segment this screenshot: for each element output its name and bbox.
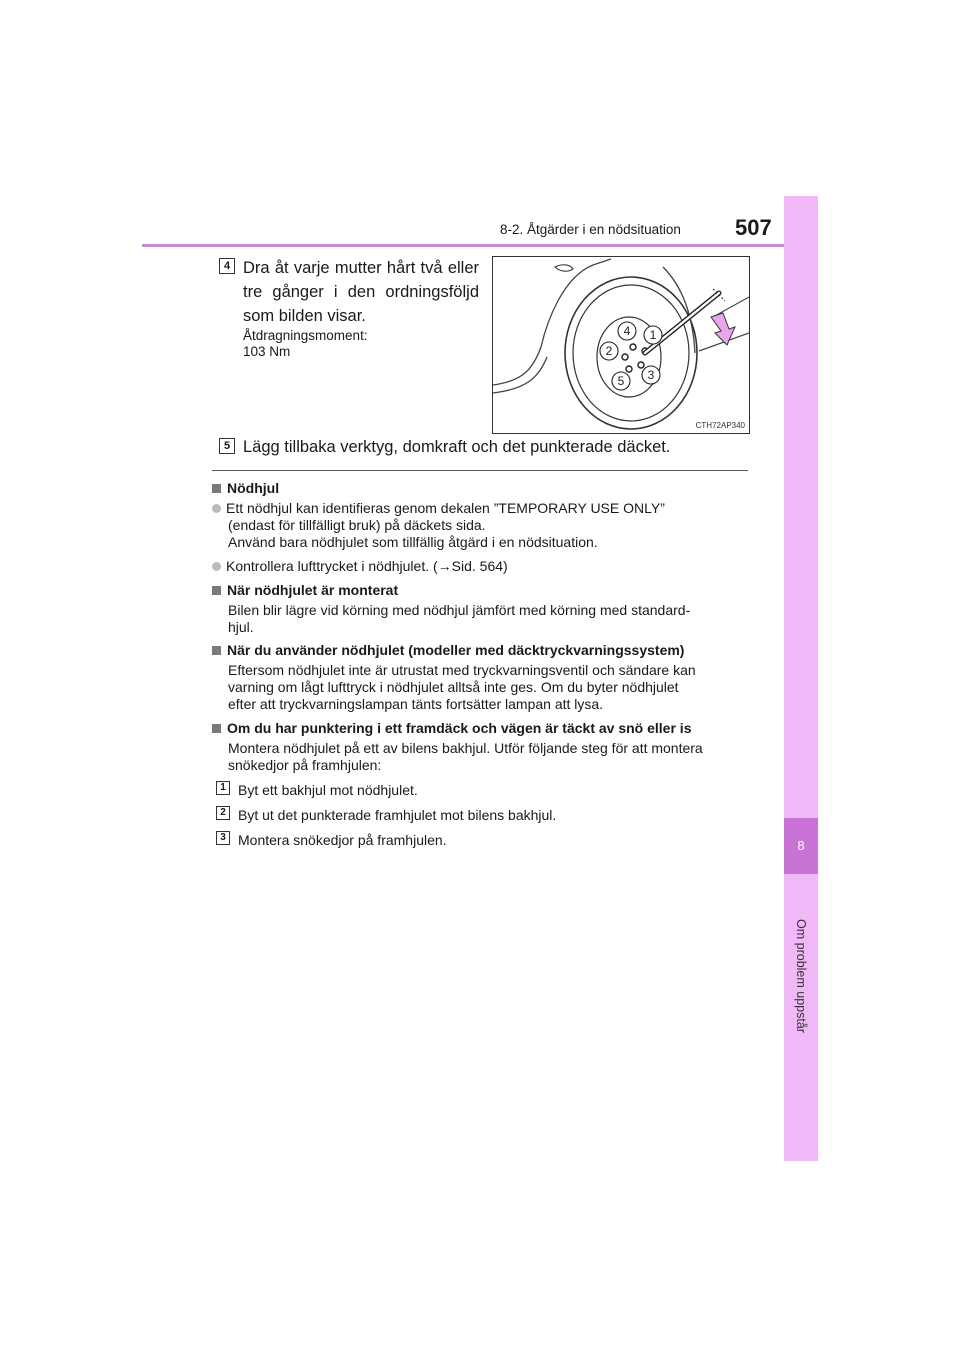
section-heading: När nödhjulet är monterat: [212, 582, 398, 599]
step-4-text: Dra åt varje mutter hårt två eller tre gånger i den ordningsföljd som bilden visar.: [243, 259, 479, 325]
callout-2: 2: [605, 344, 613, 358]
bullet-line: (endast för tillfälligt bruk) på däckets sida.: [228, 517, 486, 533]
chapter-number: 8: [784, 818, 818, 874]
section-divider: [212, 470, 748, 471]
square-bullet-icon: [212, 646, 221, 655]
paragraph-line: Bilen blir lägre vid körning med nödhjul jämfört med körning med standard-: [228, 602, 691, 618]
square-bullet-icon: [212, 724, 221, 733]
substep-text: Byt ut det punkterade framhjulet mot bilens bakhjul.: [238, 807, 557, 823]
section-heading: När du använder nödhjulet (modeller med däcktryckvarningssystem): [212, 642, 684, 659]
square-bullet-icon: [212, 586, 221, 595]
paragraph-line: hjul.: [228, 619, 254, 635]
step-number-box: 3: [216, 831, 230, 845]
substep-text: Montera snökedjor på framhjulen.: [238, 832, 447, 848]
header-divider: [142, 244, 818, 247]
square-bullet-icon: [212, 484, 221, 493]
wheel-nut-illustration: [492, 256, 750, 434]
page-number: 507: [735, 215, 772, 240]
section-heading: Nödhjul: [212, 480, 279, 497]
paragraph-line: snökedjor på framhjulen:: [228, 757, 382, 773]
step-number-box: 1: [216, 781, 230, 795]
callout-1: 1: [649, 328, 657, 342]
substep-text: Byt ett bakhjul mot nödhjulet.: [238, 782, 418, 798]
wheel-diagram: [493, 257, 749, 433]
step-number-box: 4: [219, 258, 235, 274]
paragraph-line: Eftersom nödhjulet inte är utrustat med tryckvarningsventil och sändare kan: [228, 662, 696, 678]
bullet-item: Kontrollera lufttrycket i nödhjulet. (→Sid. 564): [212, 558, 508, 575]
callout-4: 4: [623, 324, 631, 338]
bullet-item: Ett nödhjul kan identifieras genom dekalen ”TEMPORARY USE ONLY”: [212, 500, 748, 517]
callout-3: 3: [647, 368, 655, 382]
bullet-line: Använd bara nödhjulet som tillfällig åtgärd i en nödsituation.: [228, 534, 598, 550]
step-5-text: Lägg tillbaka verktyg, domkraft och det punkterade däcket.: [243, 438, 671, 456]
torque-value: 103 Nm: [243, 344, 291, 359]
illustration-code: CTH72AP340: [695, 421, 745, 430]
paragraph-line: Montera nödhjulet på ett av bilens bakhjul. Utför följande steg för att montera: [228, 740, 703, 756]
section-title: 8-2. Åtgärder i en nödsituation: [500, 222, 681, 237]
torque-label: Åtdragningsmoment:: [243, 328, 368, 343]
chapter-label: Om problem uppstår: [794, 919, 808, 1033]
step-number-box: 2: [216, 806, 230, 820]
section-heading: Om du har punktering i ett framdäck och vägen är täckt av snö eller is: [212, 720, 691, 737]
step-number-box: 5: [219, 438, 235, 454]
paragraph-line: varning om lågt lufttryck i nödhjulet alltså inte ges. Om du byter nödhjulet: [228, 679, 679, 695]
callout-5: 5: [617, 374, 625, 388]
dot-bullet-icon: [212, 562, 221, 571]
paragraph-line: efter att tryckvarningslampan tänts fortsätter lampan att lysa.: [228, 696, 604, 712]
dot-bullet-icon: [212, 504, 221, 513]
